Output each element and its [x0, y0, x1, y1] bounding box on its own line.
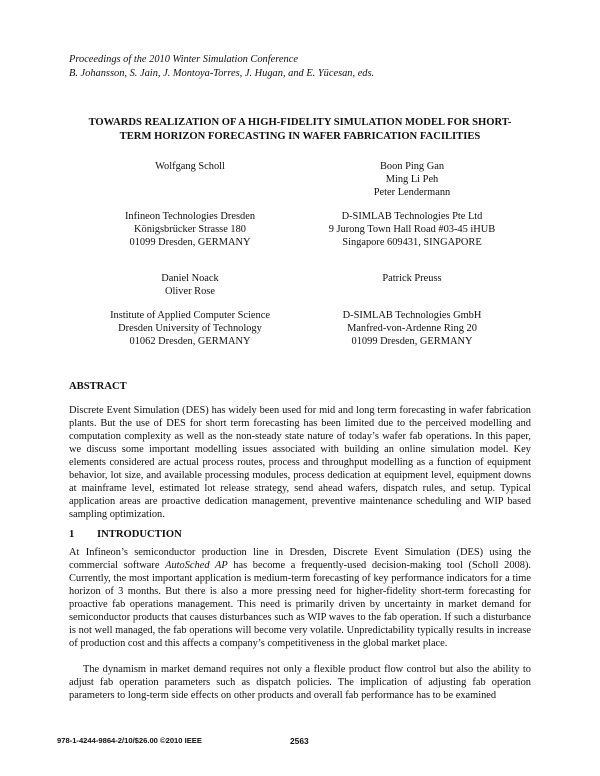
affiliation-dsimlab-sg [292, 210, 532, 249]
affiliation-infineon [70, 210, 310, 249]
affiliation-line: 01099 Dresden, GERMANY [351, 336, 473, 347]
abstract-text: Discrete Event Simulation (DES) has widely been used for mid and long term forecasting in wafer fabrication plants. But the use of DES for short term forecasting has been limited due to the perceived modelling and computation complexity as well as the non-steady state nature of today’s wafer fab operations. In this paper, we discuss some important modelling issues associated with building an online simulation model. Key elements considered are actual process routes, process and throughput modelling as a function of equipment behavior, lot size, and available processing modules, process dedication at equipment level, equipment downs at mainframe level, estimated lot release strategy, send ahead wafers, dispatch rules, and setup. Typical application areas are proactive dedication management, preventive maintenance scheduling and WIP based sampling optimization. [69, 405, 531, 520]
affiliation-dsimlab-de [292, 309, 532, 348]
author-names-scholl [70, 160, 310, 173]
author-names-noack-rose [70, 272, 310, 298]
affiliation-line: Königsbrücker Strasse 180 [134, 224, 246, 235]
affiliation-line: D-SIMLAB Technologies GmbH [342, 310, 482, 321]
intro-p1-before: At Infineon’s semiconductor production line in Dresden, Discrete Event Simulation (DES) using the commercial software [69, 547, 531, 571]
proceedings-editors: B. Johansson, S. Jain, J. Montoya-Torres, J. Hugan, and E. Yücesan, eds. [69, 68, 375, 79]
intro-paragraph-1 [69, 546, 531, 650]
author-name: Wolfgang Scholl [155, 161, 225, 172]
section-heading-introduction [69, 528, 182, 541]
author-name: Patrick Preuss [382, 273, 442, 284]
page-number: 2563 [290, 736, 309, 746]
affiliation-line: Institute of Applied Computer Science [110, 310, 270, 321]
affiliation-line: 01062 Dresden, GERMANY [129, 336, 251, 347]
paper-title [69, 116, 531, 144]
proceedings-title: Proceedings of the 2010 Winter Simulation Conference [69, 54, 298, 65]
affiliation-line: Singapore 609431, SINGAPORE [342, 237, 482, 248]
section-title: INTRODUCTION [97, 529, 182, 540]
author-name: Daniel Noack [161, 273, 219, 284]
author-names-dsimlab-sg [292, 160, 532, 199]
author-name: Oliver Rose [165, 286, 215, 297]
copyright-footer: 978-1-4244-9864-2/10/$26.00 ©2010 IEEE [57, 736, 202, 745]
abstract-heading: ABSTRACT [69, 381, 127, 392]
paper-title-line-2: TERM HORIZON FORECASTING IN WAFER FABRICATION FACILITIES [119, 131, 481, 142]
author-name: Peter Lendermann [373, 187, 451, 198]
affiliation-line: Infineon Technologies Dresden [124, 211, 256, 222]
affiliation-line: Dresden University of Technology [118, 323, 262, 334]
author-name: Boon Ping Gan [379, 161, 445, 172]
author-names-preuss [292, 272, 532, 285]
software-name: AutoSched AP [165, 560, 228, 571]
intro-paragraph-2: The dynamism in market demand requires not only a flexible product flow control but also the ability to adjust fab operation parameters such as dispatch policies. The implication of adjusting fab operation parameters to long-term side effects on other products and overall fab performance has to be examined [69, 664, 531, 701]
affiliation-line: D-SIMLAB Technologies Pte Ltd [341, 211, 483, 222]
proceedings-header [69, 53, 374, 81]
affiliation-line: 01099 Dresden, GERMANY [129, 237, 251, 248]
paper-title-line-1: TOWARDS REALIZATION OF A HIGH-FIDELITY SIMULATION MODEL FOR SHORT- [88, 117, 512, 128]
affiliation-tu-dresden [70, 309, 310, 348]
section-number: 1 [69, 529, 75, 540]
intro-p1-after: has become a frequently-used decision-making tool (Scholl 2008). Currently, the most important application is medium-term forecasting of key performance indicators for a time horizon of 3 months. But there is also a more pressing need for higher-fidelity short-term forecasting for proactive fab operations management. This need is primarily driven by uncertainty in market demand for semiconductor products that causes disturbances such as WIP waves to the fab operation. If such a disturbance is not well managed, the fab operations will become very volatile. Unpredictability typically results in increase of production cost and this affects a company’s competitiveness in the global market place. [69, 560, 531, 649]
author-name: Ming Li Peh [385, 174, 439, 185]
affiliation-line: 9 Jurong Town Hall Road #03-45 iHUB [328, 224, 496, 235]
affiliation-line: Manfred-von-Ardenne Ring 20 [347, 323, 477, 334]
